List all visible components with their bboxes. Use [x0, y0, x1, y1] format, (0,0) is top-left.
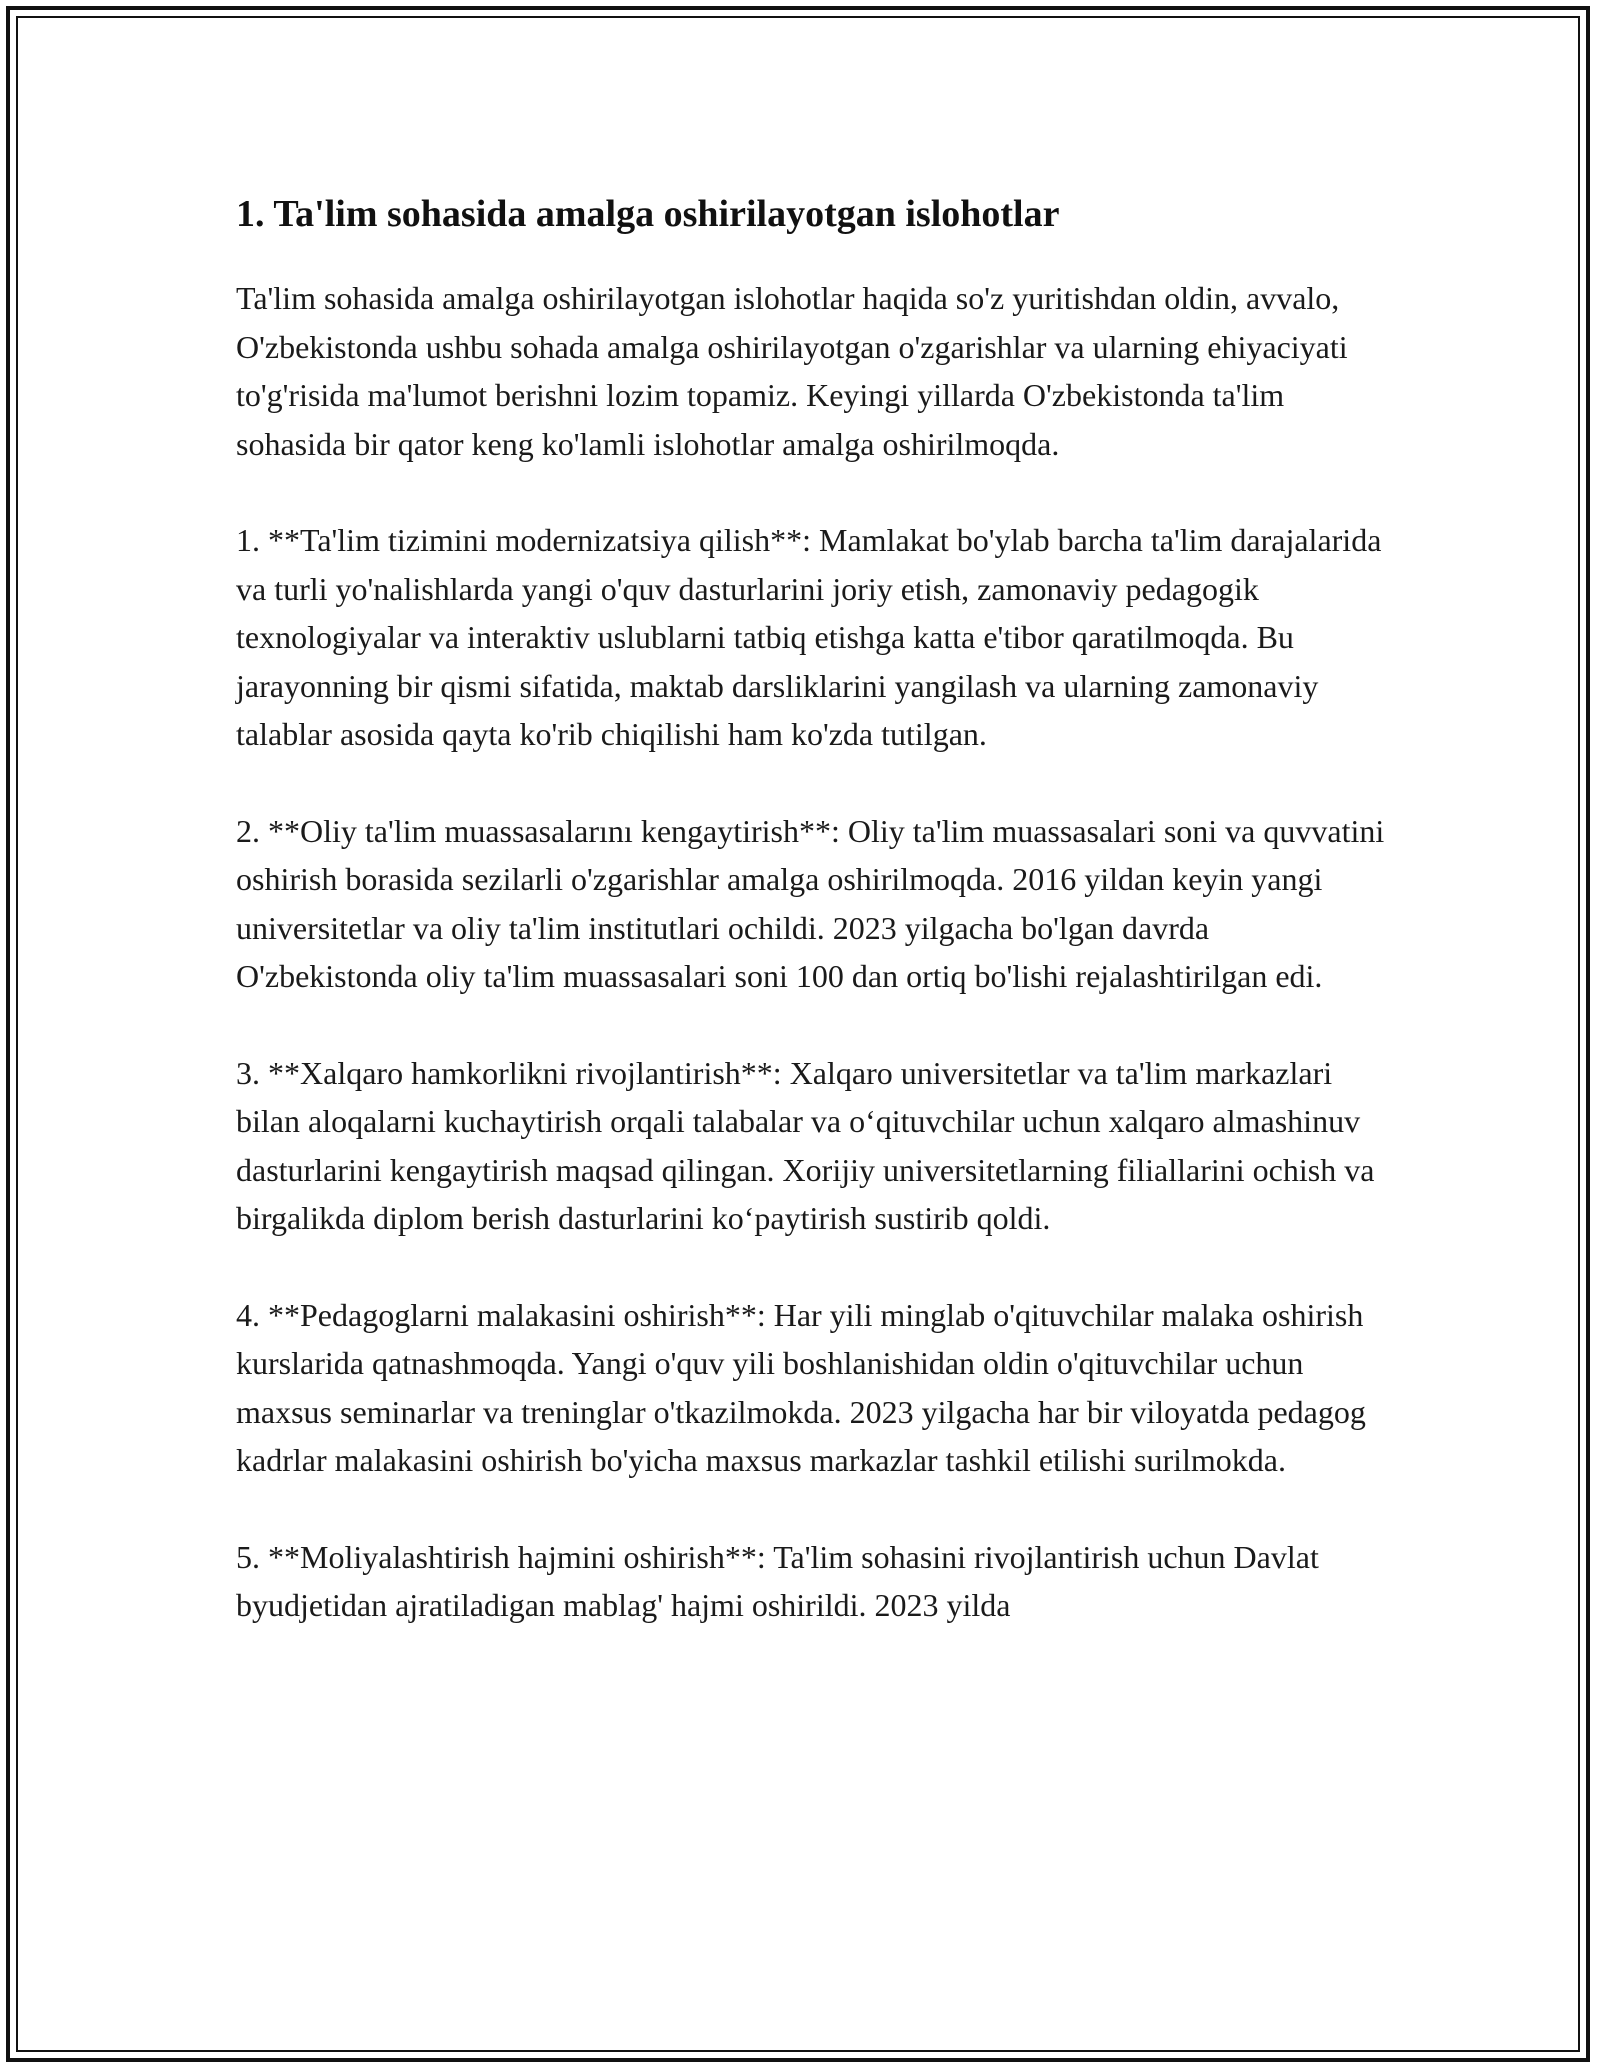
paragraph-item-1: 1. **Ta'lim tizimini modernizatsiya qilish**: Mamlakat bo'ylab barcha ta'lim darajalarida va turli yo'nalishlarda yangi o'quv dasturlarini joriy etish, zamonaviy pedagogik texnologiyalar va interaktiv uslublarni tatbiq etishga katta e'tibor qaratilmoqda. Bu jarayonning bir qismi sifatida, maktab darsliklarini yangilash va ularning zamonaviy talablar asosida qayta ko'rib chiqilishi ham ko'zda tutilgan.: [236, 522, 1382, 752]
document-heading: 1. Ta'lim sohasida amalga oshirilayotgan islohotlar: [236, 193, 1060, 235]
paragraph-item-4: 4. **Pedagoglarni malakasini oshirish**: Har yili minglab o'qituvchilar malaka oshirish kurslarida qatnashmoqda. Yangi o'quv yili boshlanishidan oldin o'qituvchilar uchun maxsus seminarlar va treninglar o'tkazilmokda. 2023 yilgacha har bir viloyatda pedagog kadrlar malakasini oshirish bo'yicha maxsus markazlar tashkil etilishi surilmokda.: [236, 1296, 1366, 1478]
document-body: [236, 188, 1386, 1678]
intro-paragraph: Ta'lim sohasida amalga oshirilayotgan islohotlar haqida so'z yuritishdan oldin, avvalo, O'zbekistonda ushbu sohada amalga oshirilayotgan o'zgarishlar va ularning ehiyaciyati to'g'risida ma'lumot berishni lozim topamiz. Keyingi yillarda O'zbekistonda ta'lim sohasida bir qator keng ko'lamli islohotlar amalga oshirilmoqda.: [236, 280, 1348, 462]
paragraph-item-2: 2. **Oliy ta'lim muassasalarını kengaytirish**: Oliy ta'lim muassasalari soni va quvvatini oshirish borasida sezilarli o'zgarishlar amalga oshirilmoqda. 2016 yildan keyin yangi universitetlar va oliy ta'lim institutlari ochildi. 2023 yilgacha bo'lgan davrda O'zbekistonda oliy ta'lim muassasalari soni 100 dan ortiq bo'lishi rejalashtirilgan edi.: [236, 812, 1385, 994]
paragraph-item-5: 5. **Moliyalashtirish hajmini oshirish**: Ta'lim sohasini rivojlantirish uchun Davlat byudjetidan ajratiladigan mablag' hajmi oshirildi. 2023 yilda: [236, 1538, 1319, 1623]
paragraph-item-3: 3. **Xalqaro hamkorlikni rivojlantirish**: Xalqaro universitetlar va ta'lim markazlari bilan aloqalarni kuchaytirish orqali talabalar va o‘qituvchilar uchun xalqaro almashinuv dasturlarini kengaytirish maqsad qilingan. Xorijiy universitetlarning filiallarini ochish va birgalikda diplom berish dasturlarini ko‘paytirish sustirib qoldi.: [236, 1054, 1375, 1236]
